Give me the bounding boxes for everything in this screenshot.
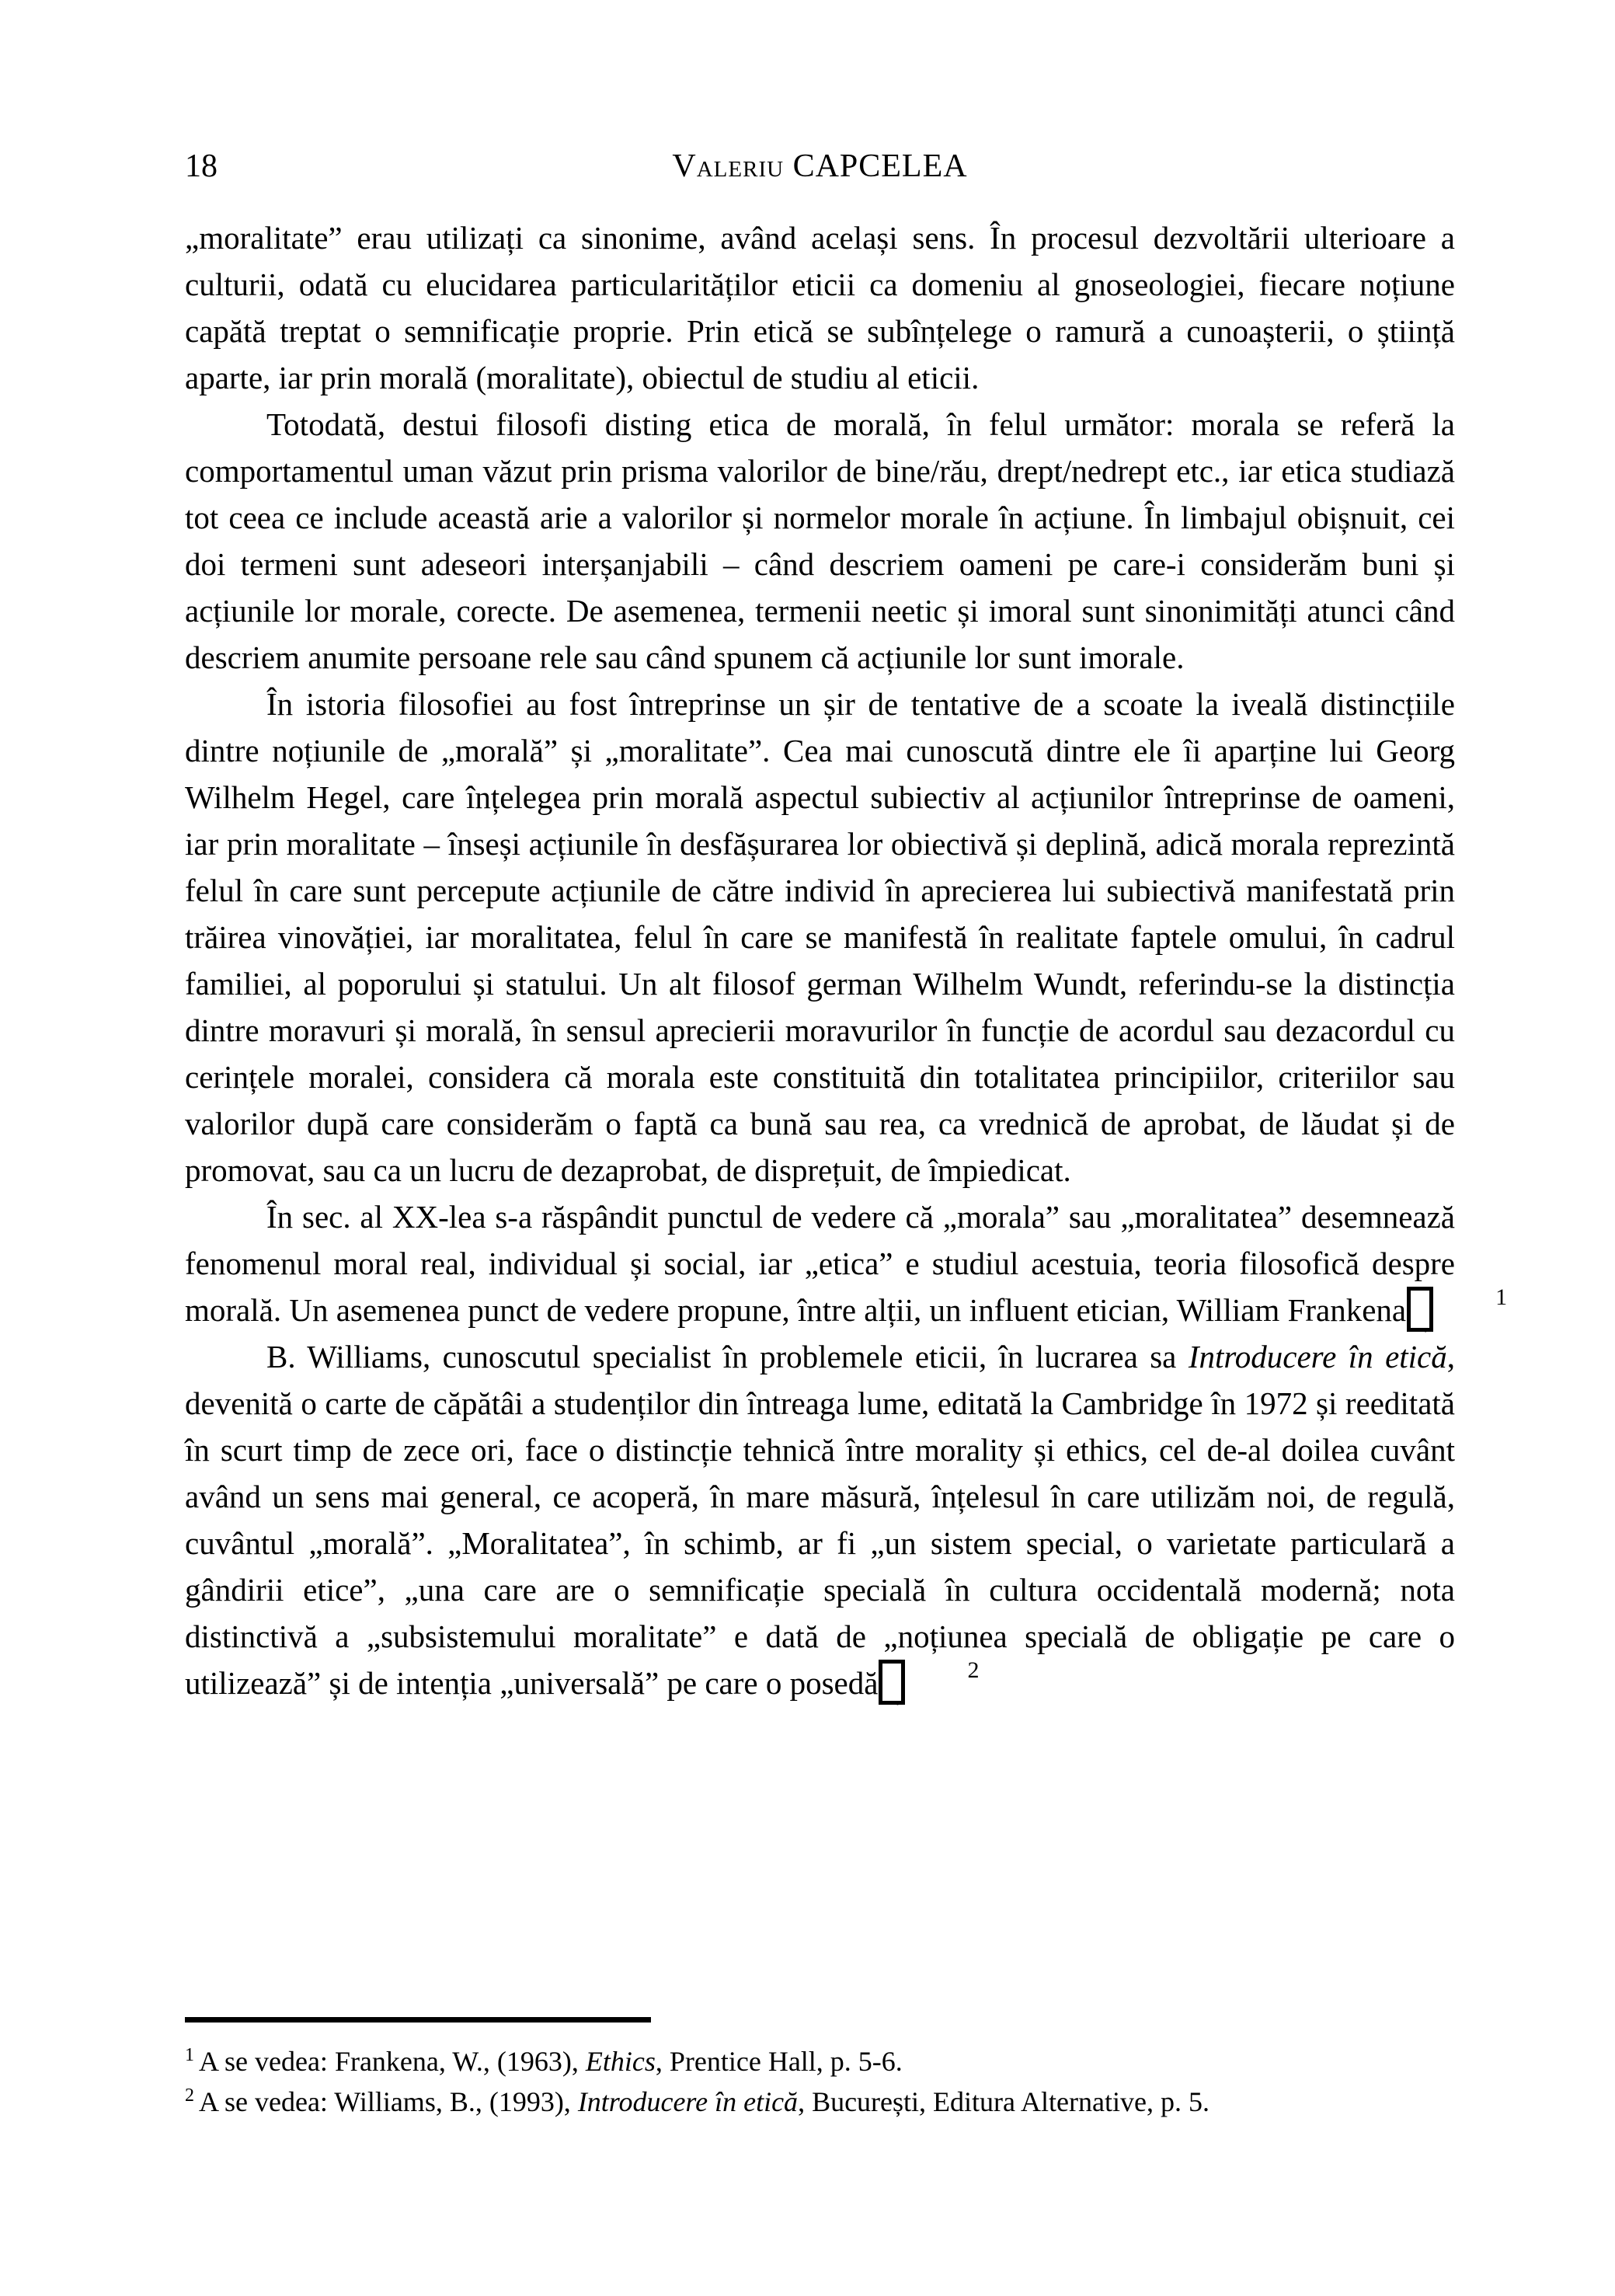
text-run: B. Williams, cunoscutul specialist în problemele eticii, în lucrarea sa	[266, 1339, 1189, 1374]
text-run: , devenită o carte de căpătâi a studenților din întreaga lume, editată la Cambridge în 1972 și reeditată în scurt timp de zece ori, face o distincție tehnică între morality și ethics, cel de-al doilea cuvânt având un sens mai general, ce acoperă, în mare măsură, înțelesul în care utilizăm noi, de regulă, cuvântul „morală”. „Moralitatea”, în schimb, ar fi „un sistem special, o varietate particulară a gândirii etice”, „una care are o semnificație specială în cultura occidentală modernă; nota distinctivă a „subsistemului moralitate” e dată de „noțiunea specială de obligație pe care o utilizează” și de intenția „universală” pe care o posedă	[185, 1339, 1455, 1701]
text-run: , București, Editura Alternative, p. 5.	[798, 2086, 1210, 2117]
text-run: , Prentice Hall, p. 5-6.	[655, 2046, 903, 2077]
body-text	[185, 214, 1508, 1712]
footnote-1	[185, 2041, 1455, 2082]
footnote-marker: 2	[185, 2085, 194, 2106]
paragraph	[185, 681, 1455, 1193]
italic-text-run: Introducere în etică	[1188, 1339, 1447, 1374]
footnotes	[185, 2017, 1455, 2122]
paragraph	[185, 1333, 1455, 1712]
footnote-marker: 1	[185, 2045, 194, 2065]
author-first-name: Valeriu	[672, 148, 793, 184]
author-name	[185, 149, 1455, 183]
footnote-ref-1[interactable]	[1407, 1284, 1508, 1339]
text-run: În sec. al XX-lea s-a răspândit punctul de vedere că „morala” sau „moralitatea” desemnează fenomenul moral real, individual și social, iar „etica” e studiul acestuia, teoria filosofică despre morală. Un asemenea punct de vedere propune, între alții, un influent etician, William Frankena	[185, 1199, 1455, 1328]
footnote-2	[185, 2082, 1455, 2122]
text-run: A se vedea: Williams, B., (1993),	[199, 2086, 578, 2117]
italic-text-run: Ethics	[585, 2046, 656, 2077]
footnote-separator-rule	[185, 2017, 651, 2023]
italic-text-run: Introducere în etică	[577, 2086, 799, 2117]
text-run: A se vedea: Frankena, W., (1963),	[199, 2046, 586, 2077]
footnote-ref-2[interactable]	[879, 1657, 980, 1712]
paragraph	[185, 214, 1455, 401]
sentence-period: .	[1422, 1304, 1430, 1339]
header	[185, 149, 1455, 188]
text-run: „moralitate” erau utilizați ca sinonime, având același sens. În procesul dezvoltării ulterioare a culturii, odată cu elucidarea particularităților eticii ca domeniu al gnoseologiei, fiecare noțiune capătă treptat o semnificație proprie. Prin etică se subînțelege o ramură a cunoașterii, o știință aparte, iar prin morală (moralitate), obiectul de studiu al eticii.	[185, 220, 1455, 395]
text-run: Totodată, destui filosofi disting etica de morală, în felul următor: morala se referă la comportamentul uman văzut prin prisma valorilor de bine/rău, drept/nedrept etc., iar etica studiază tot ceea ce include această arie a valorilor și normelor morale în acțiune. În limbajul obișnuit, cei doi termeni sunt adeseori interșanjabili – când descriem oameni pe care-i considerăm buni și acțiunile lor morale, corecte. De asemenea, termenii neetic și imoral sunt sinonimități atunci când descriem anumite persoane rele sau când spunem că acțiunile lor sunt imorale.	[185, 406, 1455, 675]
sentence-period: .	[893, 1677, 902, 1712]
paragraph	[185, 401, 1455, 681]
footnote-ref-number: 2	[967, 1657, 980, 1683]
text-run: În istoria filosofiei au fost întreprinse un șir de tentative de a scoate la iveală distincțiile dintre noțiunile de „morală” și „moralitate”. Cea mai cunoscută dintre ele îi aparține lui Georg Wilhelm Hegel, care înțelegea prin morală aspectul subiectiv al acțiunilor întreprinse de oameni, iar prin moralitate – înseși acțiunile în desfășurarea lor obiectivă și deplină, adică morala reprezintă felul în care sunt percepute acțiunile de către individ în aprecierea lui subiectivă manifestată prin trăirea vinovăției, iar moralitatea, felul în care se manifestă în realitate faptele omului, în cadrul familiei, al poporului și statului. Un alt filosof german Wilhelm Wundt, referindu-se la distincția dintre moravuri și morală, în sensul aprecierii moravurilor în funcție de acordul sau dezacordul cu cerințele moralei, considera că morala este constituită din totalitatea principiilor, criteriilor sau valorilor după care considerăm o faptă ca bună sau rea, ca vrednică de aprobat, de lăudat și de promovat, sau ca un lucru de dezaprobat, de disprețuit, de împiedicat.	[185, 686, 1455, 1188]
footnote-list	[185, 2041, 1455, 2122]
page-number: 18	[185, 148, 218, 184]
footnote-ref-number: 1	[1495, 1284, 1508, 1310]
paragraph	[185, 1193, 1508, 1339]
author-last-name: CAPCELEA	[792, 148, 968, 184]
